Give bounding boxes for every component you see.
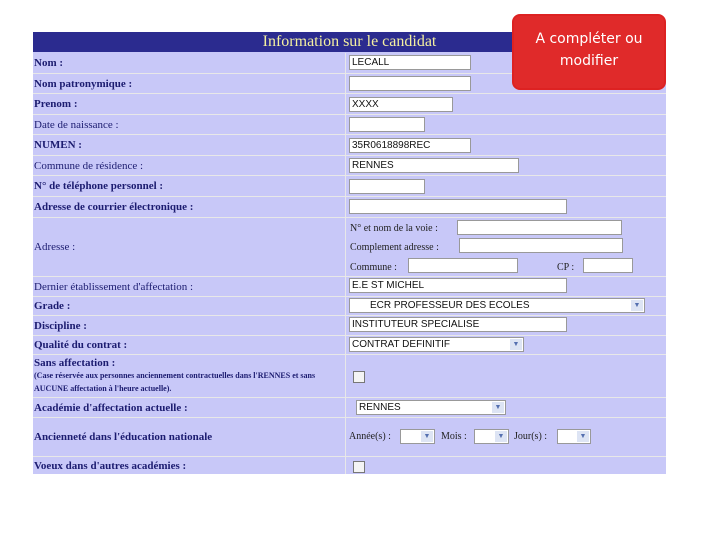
label-dernier-etab: Dernier établissement d'affectation : [33,277,346,296]
row-telephone [33,176,666,197]
label-commune: Commune de résidence : [33,156,346,175]
academie-select[interactable] [356,400,506,415]
row-qualite [33,336,666,355]
label-discipline: Discipline : [33,316,346,335]
label-academie: Académie d'affectation actuelle : [33,398,346,417]
jours-label: Jour(s) : [514,431,548,442]
chevron-down-icon: ▼ [631,300,643,311]
row-numen [33,135,666,156]
label-date-naissance: Date de naissance : [33,115,346,134]
numen-input[interactable]: 35R0618898REC [349,138,471,153]
chevron-down-icon: ▼ [421,431,433,442]
cp-label: CP : [557,262,575,273]
nom-input[interactable]: LECALL [349,55,471,70]
row-date-naissance [33,115,666,135]
label-numen: NUMEN : [33,135,346,155]
label-prenom: Prenom : [33,94,346,114]
label-adresse: Adresse : [33,218,346,276]
label-grade: Grade : [33,297,346,315]
chevron-down-icon: ▼ [495,431,507,442]
commune-input[interactable]: RENNES [349,158,519,173]
complement-label: Complement adresse : [350,242,439,253]
row-voeux [33,457,666,474]
nom-patronymique-input[interactable] [349,76,471,91]
row-sans-affectation [33,355,666,398]
academie-value: RENNES [359,402,401,413]
label-nom-patronymique: Nom patronymique : [33,74,346,93]
mois-label: Mois : [441,431,467,442]
row-commune [33,156,666,176]
form-title: Information sur le candidat [33,32,666,52]
callout-annotation: A compléter ou modifier [512,14,666,90]
row-adresse [33,218,666,277]
date-naissance-input[interactable] [349,117,425,132]
chevron-down-icon: ▼ [492,402,504,413]
chevron-down-icon: ▼ [510,339,522,350]
telephone-input[interactable] [349,179,425,194]
sans-affectation-note: (Case réservée aux personnes anciennement contractuelles dans l'RENNES et sans AUCUNE affectation à l'heure actuelle). [34,371,316,393]
label-telephone: N° de téléphone personnel : [33,176,346,196]
row-grade [33,297,666,316]
complement-input[interactable] [459,238,623,253]
label-sans-affectation [33,355,346,397]
discipline-input[interactable]: INSTITUTEUR SPECIALISE [349,317,567,332]
grade-select[interactable] [349,298,645,313]
qualite-select[interactable] [349,337,524,352]
qualite-value: CONTRAT DEFINITIF [352,339,450,350]
label-nom: Nom : [33,53,346,73]
label-voeux: Voeux dans d'autres académies : [33,457,346,474]
prenom-input[interactable]: XXXX [349,97,453,112]
label-qualite: Qualité du contrat : [33,336,346,354]
row-academie [33,398,666,418]
chevron-down-icon: ▼ [577,431,589,442]
annees-select[interactable] [400,429,435,444]
jours-select[interactable] [557,429,591,444]
commune-adresse-input[interactable] [408,258,518,273]
courriel-input[interactable] [349,199,567,214]
cp-input[interactable] [583,258,633,273]
commune-adresse-label: Commune : [350,262,397,273]
voie-input[interactable] [457,220,622,235]
label-anciennete: Ancienneté dans l'éducation nationale [33,418,346,456]
row-dernier-etab [33,277,666,297]
sans-affectation-checkbox[interactable] [353,371,365,383]
voeux-checkbox[interactable] [353,461,365,473]
row-discipline [33,316,666,336]
sans-affectation-title: Sans affectation : [34,357,116,369]
annees-label: Année(s) : [349,431,391,442]
candidate-form [33,32,666,474]
row-anciennete [33,418,666,457]
dernier-etab-input[interactable]: E.E ST MICHEL [349,278,567,293]
row-prenom [33,94,666,115]
grade-value: ECR PROFESSEUR DES ECOLES [370,300,530,311]
label-courriel: Adresse de courrier électronique : [33,197,346,217]
row-courriel [33,197,666,218]
mois-select[interactable] [474,429,509,444]
voie-label: N° et nom de la voie : [350,223,438,234]
